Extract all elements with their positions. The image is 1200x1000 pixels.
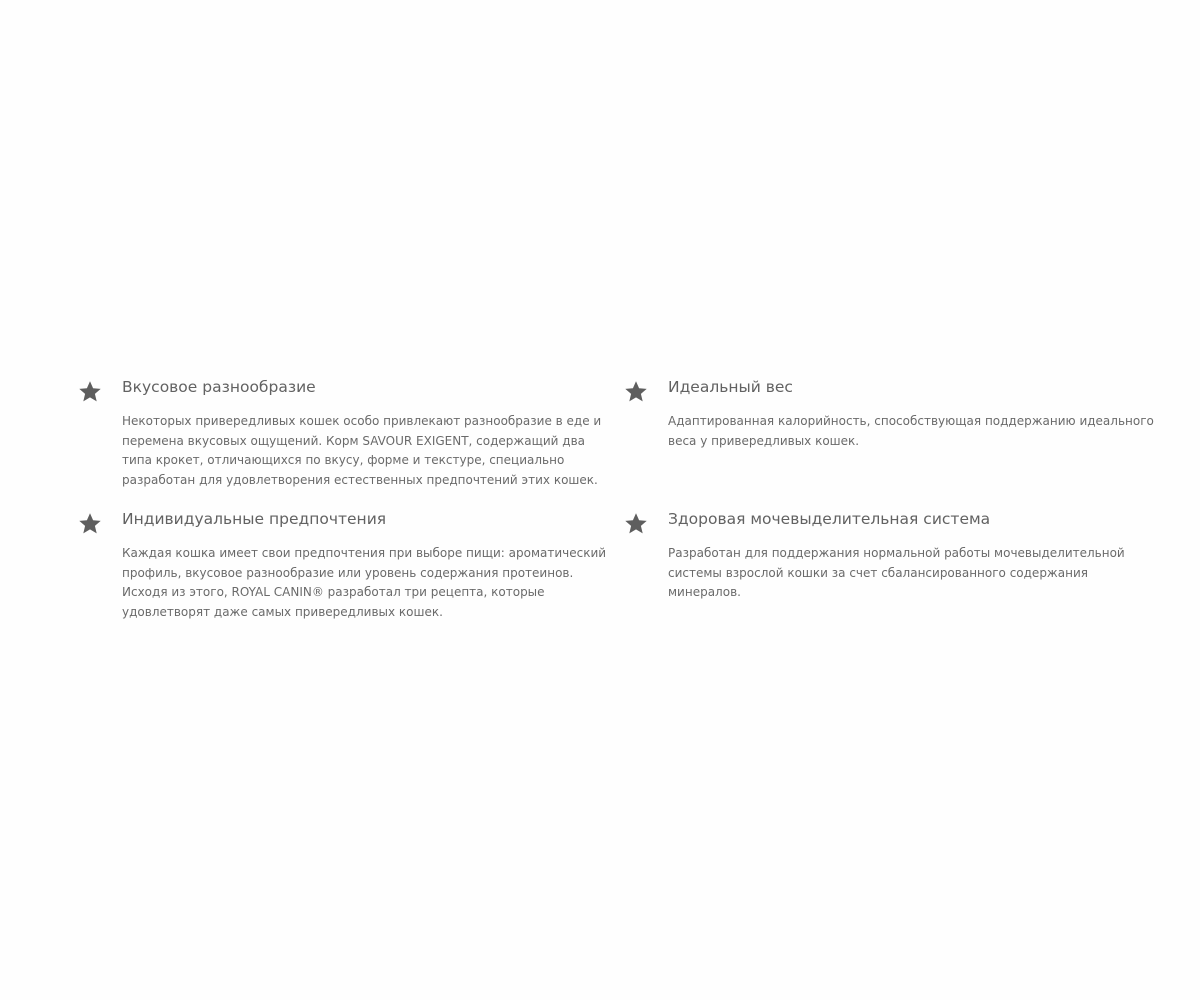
feature-description: Каждая кошка имеет свои предпочтения при выборе пищи: ароматический профиль, вкусовое разнообразие или уровень содержания протеинов. Исходя из этого, ROYAL CANIN® разработал три рецепта, которые удовлетворят даже самых привередливых кошек. <box>122 546 607 620</box>
star-icon <box>78 512 102 536</box>
feature-description: Некоторых привередливых кошек особо привлекают разнообразие в еде и перемена вкусовых ощущений. Корм SAVOUR EXIGENT, содержащий два типа крокет, отличающихся по вкусу, форме и текстуре, специально разработан для удовлетворения естественных предпочтений этих кошек. <box>122 414 602 488</box>
feature-title: Идеальный вес <box>668 378 793 396</box>
feature-description: Адаптированная калорийность, способствующая поддержанию идеального веса у привередливых кошек. <box>668 414 1154 448</box>
feature-title: Индивидуальные предпочтения <box>122 510 387 528</box>
feature-description: Разработан для поддержания нормальной работы мочевыделительной системы взрослой кошки за счет сбалансированного содержания минералов. <box>668 546 1125 600</box>
star-icon <box>624 512 648 536</box>
feature-title: Вкусовое разнообразие <box>122 378 316 396</box>
star-icon <box>624 380 648 404</box>
star-icon <box>78 380 102 404</box>
feature-title: Здоровая мочевыделительная система <box>668 510 991 528</box>
